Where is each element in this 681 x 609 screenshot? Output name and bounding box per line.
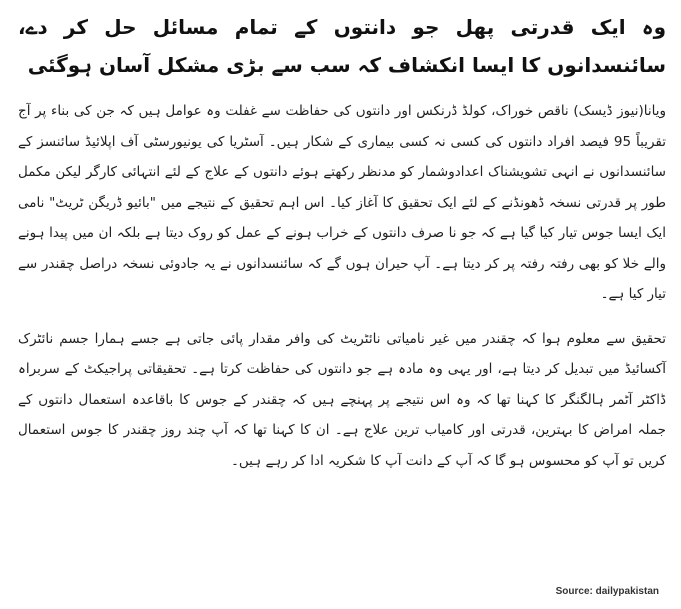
article (18, 8, 666, 490)
article-paragraph-1: ویانا(نیوز ڈیسک) ناقص خوراک، کولڈ ڈرنکس اور دانتوں کی حفاظت سے غفلت وہ عوامل ہیں کہ جن کی بناء پر آج تقریباً 95 فیصد افراد دانتوں کی کسی نہ کسی بیماری کے شکار ہیں۔ آسٹریا کی یونیورسٹی آف اپلائیڈ سائنسز کے سائنسدانوں نے انہی تشویشناک اعدادوشمار کو مدنظر رکھتے ہوئے دانتوں کے علاج کے لئے انتہائی کارگر لیکن مکمل طور پر قدرتی نسخہ ڈھونڈنے کے لئے ایک تحقیق کا آغاز کیا۔ اس اہم تحقیق کے نتیجے میں "بائیو ڈریگن ٹریٹ" نامی ایک ایسا جوس تیار کیا گیا ہے کہ جو نا صرف دانتوں کے خراب ہونے کے عمل کو روک دیتا ہے بلکہ ان میں پیدا ہونے والے خلا کو بھی رفتہ رفتہ پر کر دیتا ہے۔ آپ حیران ہوں گے کہ سائنسدانوں نے یہ جادوئی نسخہ دراصل چقندر سے تیار کیا ہے۔ (18, 103, 666, 302)
article-paragraph-2: تحقیق سے معلوم ہوا کہ چقندر میں غیر نامیاتی نائٹریٹ کی وافر مقدار پائی جاتی ہے جسے ہمارا جسم نائٹرک آکسائیڈ میں تبدیل کر دیتا ہے، اور یہی وہ مادہ ہے جو دانتوں کی حفاظت کرتا ہے۔ تحقیقاتی پراجیکٹ کے سربراہ ڈاکٹر آٹمر ہالگنگر کا کہنا تھا کہ وہ اس نتیجے پر پہنچے ہیں کہ چقندر کے جوس کا باقاعدہ استعمال دانتوں کے جملہ امراض کا بہترین، قدرتی اور کامیاب ترین علاج ہے۔ ان کا کہنا تھا کہ آپ چند روز چقندر کا جوس استعمال کریں تو آپ کو محسوس ہو گا کہ آپ کے دانت آپ کا شکریہ ادا کر رہے ہیں۔ (18, 330, 666, 469)
article-headline: وہ ایک قدرتی پھل جو دانتوں کے تمام مسائل حل کر دے، سائنسدانوں کا ایسا انکشاف کہ سب سے بڑی مشکل آسان ہوگئی (18, 15, 666, 77)
source-credit: Source: dailypakistan (555, 586, 659, 597)
